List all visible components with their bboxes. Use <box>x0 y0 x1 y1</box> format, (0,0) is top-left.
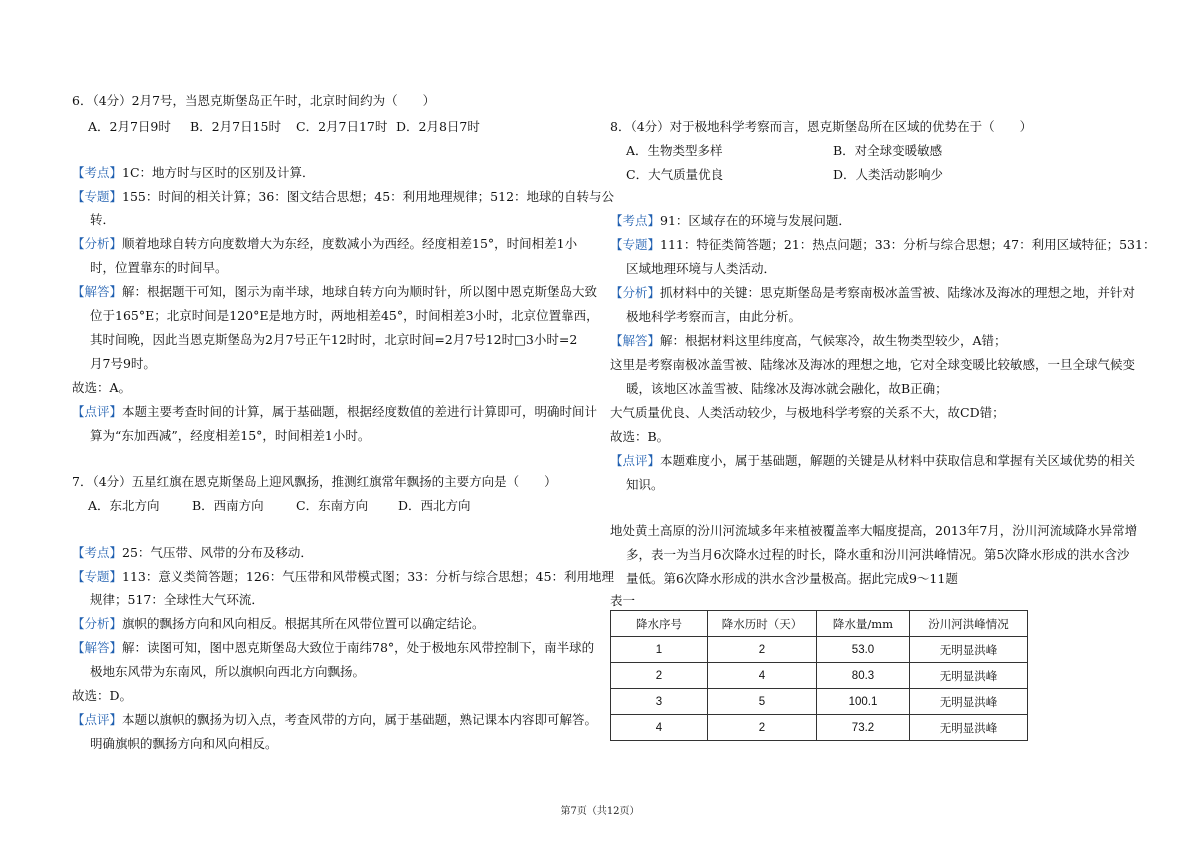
q6-zhuanti <box>72 188 614 206</box>
q8-jieda <box>610 332 1007 350</box>
kaodian-tag: 【考点】 <box>610 213 661 228</box>
q8-jieda-line3: 暖，该地区冰盖雪被、陆缘冰及海冰就会融化，故B正确； <box>626 381 948 396</box>
table-cell: 无明显洪峰 <box>910 715 1028 741</box>
q7-stem: 7．（4分）五星红旗在恩克斯堡岛上迎风飘扬，推测红旗常年飘扬的主要方向是（ ） <box>72 474 557 489</box>
q6-jieda-line2: 位于165°E；北京时间是120°E是地方时，两地相差45°，时间相差3小时，北京位置靠西， <box>90 308 599 323</box>
q6-answer: 故选：A。 <box>72 380 132 395</box>
passage-line2: 多，表一为当月6次降水过程的时长，降水重和汾川河洪峰情况。第5次降水形成的洪水含沙 <box>626 547 1130 562</box>
q6-option-c: C．2月7日17时 <box>296 119 388 134</box>
q8-jieda-line2: 这里是考察南极冰盖雪被、陆缘冰及海冰的理想之地，它对全球变暖比较敏感，一旦全球气候变 <box>610 357 1136 372</box>
q7-option-a: A．东北方向 <box>88 498 160 513</box>
table-row <box>611 689 1028 715</box>
q6-jieda-line3: 其时间晚，因此当恩克斯堡岛为2月7号正午12时时，北京时间=2月7号12时□3小时=2 <box>90 332 578 347</box>
table-row <box>611 663 1028 689</box>
q6-zhuanti-line2: 转． <box>90 212 116 227</box>
q7-zhuanti <box>72 568 614 586</box>
q6-stem: 6．（4分）2月7号，当恩克斯堡岛正午时，北京时间约为（ ） <box>72 93 436 108</box>
table-header-cell: 降水历时（天） <box>708 611 817 637</box>
table-cell: 80.3 <box>817 663 910 689</box>
table-header-row <box>611 611 1028 637</box>
table-cell: 53.0 <box>817 637 910 663</box>
table-row <box>611 637 1028 663</box>
q8-jieda-line1: 解：根据材料这里纬度高，气候寒冷，故生物类型较少，A错； <box>660 333 1007 348</box>
q8-dianping-line1: 本题难度小，属于基础题，解题的关键是从材料中获取信息和掌握有关区域优势的相关 <box>660 453 1136 468</box>
table-cell: 73.2 <box>817 715 910 741</box>
q8-kaodian-text: 91：区域存在的环境与发展问题． <box>660 213 851 228</box>
zhuanti-tag: 【专题】 <box>72 189 123 204</box>
table-cell: 无明显洪峰 <box>910 663 1028 689</box>
table-header-cell: 汾川河洪峰情况 <box>910 611 1028 637</box>
q6-fenxi-line2: 时，位置靠东的时间早。 <box>90 260 228 275</box>
table-caption: 表一 <box>610 593 636 608</box>
q7-zhuanti-line2: 规律；517：全球性大气环流． <box>90 592 264 607</box>
rainfall-table <box>610 610 1028 741</box>
q6-option-d: D．2月8日7时 <box>396 119 480 134</box>
q6-jieda-line4: 月7号9时。 <box>90 356 156 371</box>
table-header-cell: 降水量/mm <box>817 611 910 637</box>
dianping-tag: 【点评】 <box>72 712 123 727</box>
q6-dianping <box>72 403 597 421</box>
q8-option-a: A．生物类型多样 <box>626 143 723 158</box>
dianping-tag: 【点评】 <box>610 453 661 468</box>
table-cell: 2 <box>708 637 817 663</box>
q7-zhuanti-line1: 113：意义类简答题；126：气压带和风带模式图；33：分析与综合思想；45：利用地理 <box>122 569 615 584</box>
table-cell: 1 <box>611 637 708 663</box>
q8-zhuanti-line1: 111：特征类简答题；21：热点问题；33：分析与综合思想；47：利用区域特征；531： <box>660 237 1156 252</box>
q8-answer: 故选：B。 <box>610 429 670 444</box>
table-cell: 5 <box>708 689 817 715</box>
q7-option-c: C．东南方向 <box>296 498 369 513</box>
q7-jieda <box>72 639 594 657</box>
q7-kaodian-text: 25：气压带、风带的分布及移动． <box>122 545 313 560</box>
table-cell: 2 <box>708 715 817 741</box>
q7-jieda-line2: 极地东风带为东南风，所以旗帜向西北方向飘扬。 <box>90 664 366 679</box>
q8-zhuanti <box>610 236 1155 254</box>
kaodian-tag: 【考点】 <box>72 545 123 560</box>
q6-jieda <box>72 283 597 301</box>
q8-fenxi <box>610 284 1135 302</box>
table-row <box>611 715 1028 741</box>
table-cell: 4 <box>611 715 708 741</box>
q8-dianping <box>610 452 1135 470</box>
table-cell: 2 <box>611 663 708 689</box>
q7-kaodian <box>72 544 313 562</box>
q8-option-c: C．大气质量优良 <box>626 167 724 182</box>
jieda-tag: 【解答】 <box>610 333 661 348</box>
q8-fenxi-line1: 抓材料中的关键：思克斯堡岛是考察南极冰盖雪被、陆缘冰及海冰的理想之地，并针对 <box>660 285 1136 300</box>
table-cell: 4 <box>708 663 817 689</box>
page-footer: 第7页（共12页） <box>560 806 640 817</box>
zhuanti-tag: 【专题】 <box>610 237 661 252</box>
q8-kaodian <box>610 212 851 230</box>
fenxi-tag: 【分析】 <box>610 285 661 300</box>
q8-stem: 8．（4分）对于极地科学考察而言，恩克斯堡岛所在区域的优势在于（ ） <box>610 119 1033 134</box>
q8-fenxi-line2: 极地科学考察而言，由此分析。 <box>626 309 802 324</box>
q7-fenxi-line1: 旗帜的飘扬方向和风向相反。根据其所在风带位置可以确定结论。 <box>122 616 485 631</box>
table-cell: 无明显洪峰 <box>910 689 1028 715</box>
q6-kaodian-text: 1C：地方时与区时的区别及计算． <box>122 165 315 180</box>
q7-option-b: B．西南方向 <box>192 498 264 513</box>
q8-dianping-line2: 知识。 <box>626 477 664 492</box>
q8-option-b: B．对全球变暖敏感 <box>833 143 943 158</box>
jieda-tag: 【解答】 <box>72 284 123 299</box>
table-header-cell: 降水序号 <box>611 611 708 637</box>
q6-fenxi <box>72 235 577 253</box>
q8-option-d: D．人类活动影响少 <box>833 167 944 182</box>
q6-option-a: A．2月7日9时 <box>88 119 171 134</box>
q8-jieda-line4: 大气质量优良、人类活动较少，与极地科学考察的关系不大，故CD错； <box>610 405 1005 420</box>
q7-dianping <box>72 711 597 729</box>
q6-kaodian <box>72 164 315 182</box>
q7-option-d: D．西北方向 <box>398 498 471 513</box>
q6-option-b: B．2月7日15时 <box>190 119 281 134</box>
table-cell: 无明显洪峰 <box>910 637 1028 663</box>
dianping-tag: 【点评】 <box>72 404 123 419</box>
fenxi-tag: 【分析】 <box>72 236 123 251</box>
q8-zhuanti-line2: 区域地理环境与人类活动． <box>626 261 777 276</box>
q6-dianping-line1: 本题主要考查时间的计算，属于基础题，根据经度数值的差进行计算即可，明确时间计 <box>122 404 598 419</box>
passage-line3: 量低。第6次降水形成的洪水含沙量极高。据此完成9～11题 <box>626 571 958 586</box>
passage-line1: 地处黄土高原的汾川河流域多年来植被覆盖率大幅度提高，2013年7月，汾川河流域降水异常增 <box>610 523 1138 538</box>
fenxi-tag: 【分析】 <box>72 616 123 631</box>
q7-fenxi <box>72 615 485 633</box>
q7-dianping-line1: 本题以旗帜的飘扬为切入点，考查风带的方向，属于基础题，熟记课本内容即可解答。 <box>122 712 598 727</box>
table-cell: 3 <box>611 689 708 715</box>
table-cell: 100.1 <box>817 689 910 715</box>
q7-jieda-line1: 解：读图可知，图中恩克斯堡岛大致位于南纬78°，处于极地东风带控制下，南半球的 <box>122 640 595 655</box>
kaodian-tag: 【考点】 <box>72 165 123 180</box>
q6-fenxi-line1: 顺着地球自转方向度数增大为东经，度数减小为西经。经度相差15°，时间相差1小 <box>122 236 578 251</box>
zhuanti-tag: 【专题】 <box>72 569 123 584</box>
q6-zhuanti-line1: 155：时间的相关计算；36：图文结合思想；45：利用地理规律；512：地球的自转与公 <box>122 189 615 204</box>
q6-jieda-line1: 解：根据题干可知，图示为南半球，地球自转方向为顺时针，所以图中恩克斯堡岛大致 <box>122 284 598 299</box>
q7-answer: 故选：D。 <box>72 688 133 703</box>
jieda-tag: 【解答】 <box>72 640 123 655</box>
q7-dianping-line2: 明确旗帜的飘扬方向和风向相反。 <box>90 736 278 751</box>
q6-dianping-line2: 算为“东加西减”，经度相差15°，时间相差1小时。 <box>90 428 371 443</box>
